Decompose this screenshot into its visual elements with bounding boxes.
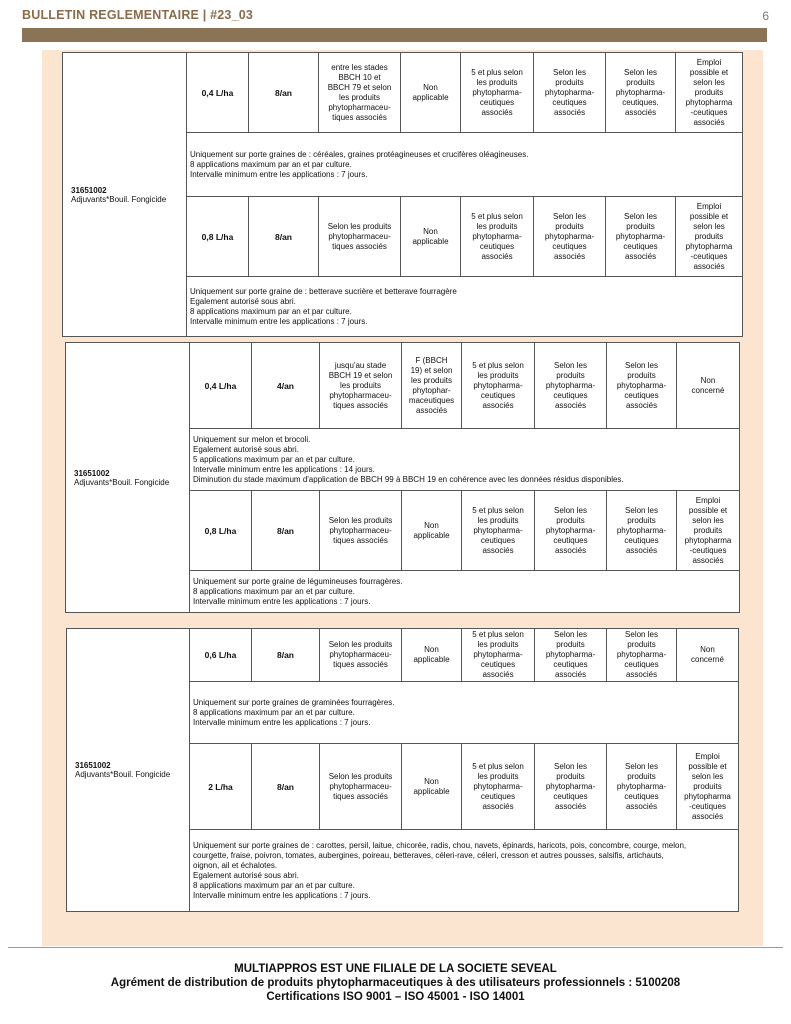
dar-cell: Selon les produits phytopharma- ceutiques associés [607,744,677,830]
znt-cell: 5 et plus selon les produits phytopharma- ceutiques associés [461,197,534,277]
frequency-cell: 8/an [252,744,320,830]
znt-cell: 5 et plus selon les produits phytopharma- ceutiques associés [462,629,535,682]
dar-cell: Selon les produits phytopharma- ceutiques associés [607,491,677,571]
stage-cell: Selon les produits phytopharmaceu- tiques associés [320,491,402,571]
dre-cell: Selon les produits phytopharma- ceutiques associés [535,629,607,682]
mixture-cell: Emploi possible et selon les produits phytopharma -ceutiques associés [676,197,743,277]
frequency-cell: 8/an [252,491,320,571]
znt-cell: 5 et plus selon les produits phytopharma- ceutiques associés [461,53,534,133]
dre-cell: Selon les produits phytopharma- ceutiques associés [534,53,606,133]
usage-note: Uniquement sur porte graine de légumineuses fourragères. 8 applications maximum par an et par culture. Intervalle minimum entre les applications : 7 jours. [190,571,740,613]
product-code: 31651002 [71,185,107,195]
product-name: Adjuvants*Bouil. Fongicide [71,194,167,204]
product-reference [63,53,187,337]
usage-note: Uniquement sur porte graines de graminées fourragères. 8 applications maximum par an et par culture. Intervalle minimum entre les applications : 7 jours. [190,682,739,744]
znt-cell: 5 et plus selon les produits phytopharma- ceutiques associés [462,491,535,571]
dose-cell: 0,8 L/ha [190,491,252,571]
dar-cell: Selon les produits phytopharma- ceutiques associés [606,197,676,277]
dre-cell: Selon les produits phytopharma- ceutiques associés [535,491,607,571]
footer-certifications-line: Certifications ISO 9001 – ISO 45001 - ISO 14001 [266,991,525,1003]
zone-cell: Non applicable [402,629,462,682]
dose-cell: 0,8 L/ha [187,197,249,277]
usage-note: Uniquement sur porte graines de : céréales, graines protéagineuses et crucifères oléagineuses. 8 applications maximum par an et par culture. Intervalle minimum entre les applications : 7 jours. [187,133,743,197]
footer [0,962,791,1004]
footer-company-line: MULTIAPPROS EST UNE FILIALE DE LA SOCIETE SEVEAL [234,963,557,975]
dose-cell: 2 L/ha [190,744,252,830]
zone-cell: Non applicable [401,197,461,277]
header-band [22,28,767,42]
zone-cell: Non applicable [401,53,461,133]
zone-cell: Non applicable [402,491,462,571]
bulletin-title: BULLETIN REGLEMENTAIRE | #23_03 [22,8,254,22]
znt-cell: 5 et plus selon les produits phytopharma- ceutiques associés [462,343,535,429]
mixture-cell: Emploi possible et selon les produits phytopharma -ceutiques associés [677,744,739,830]
stage-cell: jusqu'au stade BBCH 19 et selon les produits phytopharmaceu- tiques associés [320,343,402,429]
stage-cell: Selon les produits phytopharmaceu- tiques associés [319,197,401,277]
stage-cell: Selon les produits phytopharmaceu- tiques associés [320,629,402,682]
dose-cell: 0,4 L/ha [187,53,249,133]
dre-cell: Selon les produits phytopharma- ceutiques associés [535,343,607,429]
usage-table-3 [66,628,739,912]
frequency-cell: 8/an [252,629,320,682]
znt-cell: 5 et plus selon les produits phytopharma- ceutiques associés [462,744,535,830]
stage-cell: entre les stades BBCH 10 et BBCH 79 et selon les produits phytopharmaceu- tiques associés [319,53,401,133]
usage-table-1 [62,52,743,337]
product-reference [66,343,190,613]
frequency-cell: 8/an [249,53,319,133]
frequency-cell: 4/an [252,343,320,429]
mixture-cell: Non concerné [677,629,739,682]
stage-cell: Selon les produits phytopharmaceu- tiques associés [320,744,402,830]
dar-cell: Selon les produits phytopharma- ceutiques. associés [606,53,676,133]
product-code: 31651002 [74,468,110,478]
dre-cell: Selon les produits phytopharma- ceutiques associés [534,197,606,277]
product-name: Adjuvants*Bouil. Fongicide [75,770,171,779]
footer-agreement-line: Agrément de distribution de produits phytopharmaceutiques à des utilisateurs professionnels : 5100208 [110,977,681,989]
dar-cell: Selon les produits phytopharma- ceutiques associés [607,629,677,682]
usage-table-2 [65,342,740,613]
mixture-cell: Non concerné [677,343,740,429]
product-name: Adjuvants*Bouil. Fongicide [74,477,170,487]
frequency-cell: 8/an [249,197,319,277]
page-number: 6 [762,9,769,23]
zone-cell: Non applicable [402,744,462,830]
zone-cell: F (BBCH 19) et selon les produits phytophar- maceutiques associés [402,343,462,429]
mixture-cell: Emploi possible et selon les produits phytopharma -ceutiques associés [677,491,740,571]
dre-cell: Selon les produits phytopharma- ceutiques associés [535,744,607,830]
dose-cell: 0,4 L/ha [190,343,252,429]
usage-note: Uniquement sur melon et brocoli. Egalement autorisé sous abri. 5 applications maximum par an et par culture. Intervalle minimum entre les applications : 14 jours. Diminution du stade maximum d'application de BBCH 99 à BBCH 19 en cohérence avec les données résidus disponibles. [190,429,740,491]
usage-note: Uniquement sur porte graines de : carottes, persil, laitue, chicorée, radis, chou, navets, épinards, haricots, pois, concombre, courge, melon, courgette, fraise, poivron, tomates, aubergines, poireau, betteraves, céleri-rave, céleri, cresson et autres pousses, salsifis, artichauts, oignon, ail et échalotes. Egalement autorisé sous abri. 8 applications maximum par an et par culture. Intervalle minimum entre les applications : 7 jours. [190,830,739,912]
dose-cell: 0,6 L/ha [190,629,252,682]
dar-cell: Selon les produits phytopharma- ceutiques associés [607,343,677,429]
product-reference [67,629,190,912]
mixture-cell: Emploi possible et selon les produits phytopharma -ceutiques associés [676,53,743,133]
footer-divider [8,947,783,948]
usage-note: Uniquement sur porte graine de : betterave sucrière et betterave fourragère Egalement autorisé sous abri. 8 applications maximum par an et par culture. Intervalle minimum entre les applications : 7 jours. [187,277,743,337]
product-code: 31651002 [75,761,111,770]
